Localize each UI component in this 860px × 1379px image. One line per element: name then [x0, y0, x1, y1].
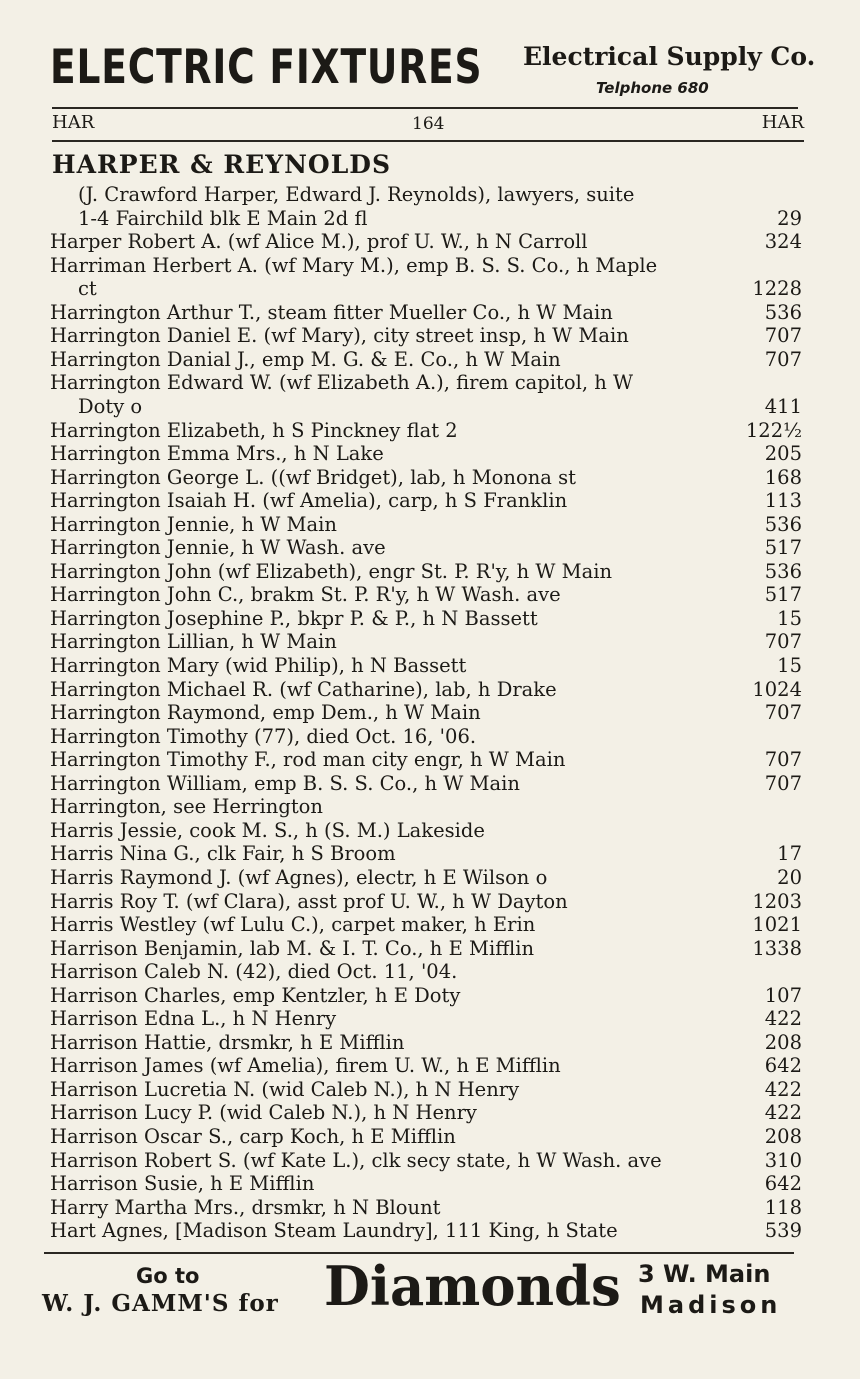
entry-house-number: 642 [764, 1172, 802, 1196]
ad-telephone: Telphone 680 [596, 79, 709, 97]
directory-entry [0, 277, 860, 301]
entry-text: Harrison Lucy P. (wid Caleb N.), h N Henry [50, 1101, 477, 1125]
entry-text: Harrison Caleb N. (42), died Oct. 11, '04. [50, 960, 458, 984]
entry-house-number: 517 [764, 583, 802, 607]
directory-entry [0, 419, 860, 443]
directory-entry [0, 819, 860, 843]
entry-house-number: 15 [777, 606, 802, 630]
entry-text: Harris Westley (wf Lulu C.), carpet maker, h Erin [50, 913, 536, 937]
entry-house-number: 168 [764, 465, 802, 489]
entry-text: Harris Nina G., clk Fair, h S Broom [50, 842, 396, 866]
entry-house-number: 707 [764, 748, 802, 772]
entry-house-number: 1021 [752, 913, 802, 937]
directory-entry [0, 1196, 860, 1220]
entry-text: Harrington John C., brakm St. P. R'y, h W Wash. ave [50, 583, 561, 607]
directory-entry [0, 725, 860, 749]
entry-house-number: 1203 [752, 889, 802, 913]
entry-house-number: 324 [764, 230, 802, 254]
entry-house-number: 1228 [752, 277, 802, 301]
entry-house-number: 536 [764, 512, 802, 536]
firm-heading: HARPER & REYNOLDS [52, 150, 392, 179]
directory-entry [0, 442, 860, 466]
entry-house-number: 20 [777, 865, 802, 889]
entry-house-number: 17 [777, 842, 802, 866]
entry-text: Harrison Charles, emp Kentzler, h E Doty [50, 983, 461, 1007]
directory-entry [0, 866, 860, 890]
directory-entry [0, 324, 860, 348]
ad-goto: Go to [136, 1264, 200, 1288]
directory-entry [0, 1007, 860, 1031]
directory-entry [0, 1054, 860, 1078]
directory-entry [0, 795, 860, 819]
entry-text: Harrington Raymond, emp Dem., h W Main [50, 701, 481, 725]
entry-text: Harris Roy T. (wf Clara), asst prof U. W., h W Dayton [50, 889, 568, 913]
entry-text: Harris Raymond J. (wf Agnes), electr, h E Wilson o [50, 865, 548, 889]
entry-house-number: 1338 [752, 936, 802, 960]
directory-entry [0, 1125, 860, 1149]
entry-text: Harrison James (wf Amelia), firem U. W., h E Mifflin [50, 1054, 561, 1078]
directory-entry [0, 1149, 860, 1173]
entry-text: Harrington Daniel E. (wf Mary), city street insp, h W Main [50, 324, 629, 348]
directory-entry [0, 1031, 860, 1055]
running-head [52, 112, 804, 136]
entry-text: Harrington Timothy (77), died Oct. 16, '06. [50, 724, 477, 748]
directory-entry [0, 301, 860, 325]
entry-text: Harrington Edward W. (wf Elizabeth A.), firem capitol, h W [50, 371, 634, 395]
directory-entry [0, 630, 860, 654]
entry-house-number: 205 [764, 442, 802, 466]
entry-text: Harrington Timothy F., rod man city engr, h W Main [50, 748, 566, 772]
entry-house-number: 208 [764, 1125, 802, 1148]
directory-entry [0, 913, 860, 937]
directory-entry [0, 842, 860, 866]
entry-text: Harris Jessie, cook M. S., h (S. M.) Lakeside [50, 818, 485, 842]
entry-house-number: 536 [764, 300, 802, 324]
directory-entry [0, 254, 860, 278]
entry-house-number: 107 [764, 983, 802, 1007]
directory-entry [0, 371, 860, 395]
entry-text: Doty o [78, 394, 143, 418]
ad-street-address: 3 W. Main [638, 1260, 771, 1288]
directory-entry [0, 560, 860, 584]
entry-house-number: 707 [764, 701, 802, 725]
entry-house-number: 118 [764, 1195, 802, 1219]
top-advertisement [50, 38, 816, 106]
top-rule [52, 107, 798, 109]
directory-entry [0, 395, 860, 419]
entry-house-number: 517 [764, 536, 802, 560]
entry-house-number: 536 [764, 559, 802, 583]
directory-entry [0, 772, 860, 796]
entry-house-number: 707 [764, 771, 802, 795]
entry-text: Harrison Oscar S., carp Koch, h E Mifflin [50, 1125, 456, 1148]
entry-text: Harrison Edna L., h N Henry [50, 1007, 337, 1031]
entry-text: Harrington, see Herrington [50, 795, 323, 819]
entry-house-number: 310 [764, 1148, 802, 1172]
running-head-right: HAR [761, 112, 804, 133]
entry-text: Harrington Mary (wid Philip), h N Bassett [50, 654, 467, 677]
directory-entry [0, 348, 860, 372]
entry-text: Harper Robert A. (wf Alice M.), prof U. W., h N Carroll [50, 230, 588, 254]
entry-text: Harrington Elizabeth, h S Pinckney flat 2 [50, 418, 458, 442]
entry-text: Harrington William, emp B. S. S. Co., h W Main [50, 771, 520, 795]
directory-entry [0, 513, 860, 537]
entry-text: Harrington Danial J., emp M. G. & E. Co., h W Main [50, 347, 561, 371]
entry-text: Harriman Herbert A. (wf Mary M.), emp B. S. S. Co., h Maple [50, 253, 658, 277]
directory-entry [0, 536, 860, 560]
entry-text: Harrington John (wf Elizabeth), engr St. P. R'y, h W Main [50, 559, 613, 583]
directory-entry [0, 937, 860, 961]
directory-entry [0, 1101, 860, 1125]
entry-text: Hart Agnes, [Madison Steam Laundry], 111 King, h State [50, 1219, 618, 1243]
entry-text: Harrison Robert S. (wf Kate L.), clk secy state, h W Wash. ave [50, 1148, 662, 1172]
directory-entry [0, 1219, 860, 1243]
entry-house-number: 1024 [752, 677, 802, 701]
ad-headline: ELECTRIC FIXTURES [50, 40, 483, 95]
directory-entry [0, 466, 860, 490]
entry-text: Harrison Hattie, drsmkr, h E Mifflin [50, 1030, 405, 1054]
directory-entry [0, 701, 860, 725]
entry-house-number: 422 [764, 1101, 802, 1125]
entry-text: Harrington Josephine P., bkpr P. & P., h N Bassett [50, 606, 538, 630]
entry-house-number: 29 [777, 206, 802, 230]
ad-jeweler-name: W. J. GAMM'S for [42, 1290, 279, 1317]
entry-text: Harrington George L. ((wf Bridget), lab, h Monona st [50, 465, 576, 489]
page-number: 164 [412, 114, 445, 134]
directory-entry [0, 1172, 860, 1196]
entry-text: (J. Crawford Harper, Edward J. Reynolds), lawyers, suite [78, 183, 635, 206]
entry-text: Harrington Isaiah H. (wf Amelia), carp, h S Franklin [50, 489, 568, 513]
entry-house-number: 707 [764, 324, 802, 348]
entry-text: Harry Martha Mrs., drsmkr, h N Blount [50, 1195, 441, 1219]
entry-house-number: 208 [764, 1030, 802, 1054]
directory-entry [0, 960, 860, 984]
entry-text: ct [78, 277, 97, 301]
entry-text: Harrison Susie, h E Mifflin [50, 1172, 315, 1196]
directory-entry [0, 607, 860, 631]
directory-entry [0, 230, 860, 254]
directory-entry [0, 678, 860, 702]
entry-text: Harrington Jennie, h W Main [50, 512, 337, 536]
directory-entry [0, 583, 860, 607]
entry-text: Harrington Arthur T., steam fitter Mueller Co., h W Main [50, 300, 613, 324]
entry-text: Harrington Michael R. (wf Catharine), lab, h Drake [50, 677, 557, 701]
directory-entry [0, 207, 860, 231]
entry-house-number: 411 [764, 394, 802, 418]
entry-house-number: 642 [764, 1054, 802, 1078]
directory-entry [0, 984, 860, 1008]
bottom-advertisement [42, 1254, 812, 1328]
entry-text: Harrison Benjamin, lab M. & I. T. Co., h E Mifflin [50, 936, 535, 960]
entry-house-number: 122½ [745, 418, 802, 442]
entry-text: Harrington Jennie, h W Wash. ave [50, 536, 386, 560]
directory-entry [0, 748, 860, 772]
entry-text: Harrington Emma Mrs., h N Lake [50, 442, 384, 466]
directory-entry [0, 489, 860, 513]
entry-house-number: 707 [764, 630, 802, 654]
directory-entry [0, 654, 860, 678]
entry-house-number: 539 [764, 1219, 802, 1243]
entry-house-number: 422 [764, 1007, 802, 1031]
entry-house-number: 422 [764, 1077, 802, 1101]
directory-entry [0, 890, 860, 914]
entry-text: Harrison Lucretia N. (wid Caleb N.), h N Henry [50, 1077, 520, 1101]
directory-entry [0, 1078, 860, 1102]
entry-text: Harrington Lillian, h W Main [50, 630, 337, 654]
entry-house-number: 15 [777, 654, 802, 677]
ad-city: Madison [640, 1291, 782, 1319]
entry-house-number: 707 [764, 347, 802, 371]
ad-company-name: Electrical Supply Co. [523, 42, 816, 71]
directory-entry [0, 183, 860, 207]
entry-house-number: 113 [764, 489, 802, 513]
entry-text: 1-4 Fairchild blk E Main 2d fl [78, 206, 368, 230]
running-head-left: HAR [52, 112, 95, 133]
ad-diamonds: Diamonds [324, 1254, 621, 1318]
header-rule [52, 140, 804, 142]
